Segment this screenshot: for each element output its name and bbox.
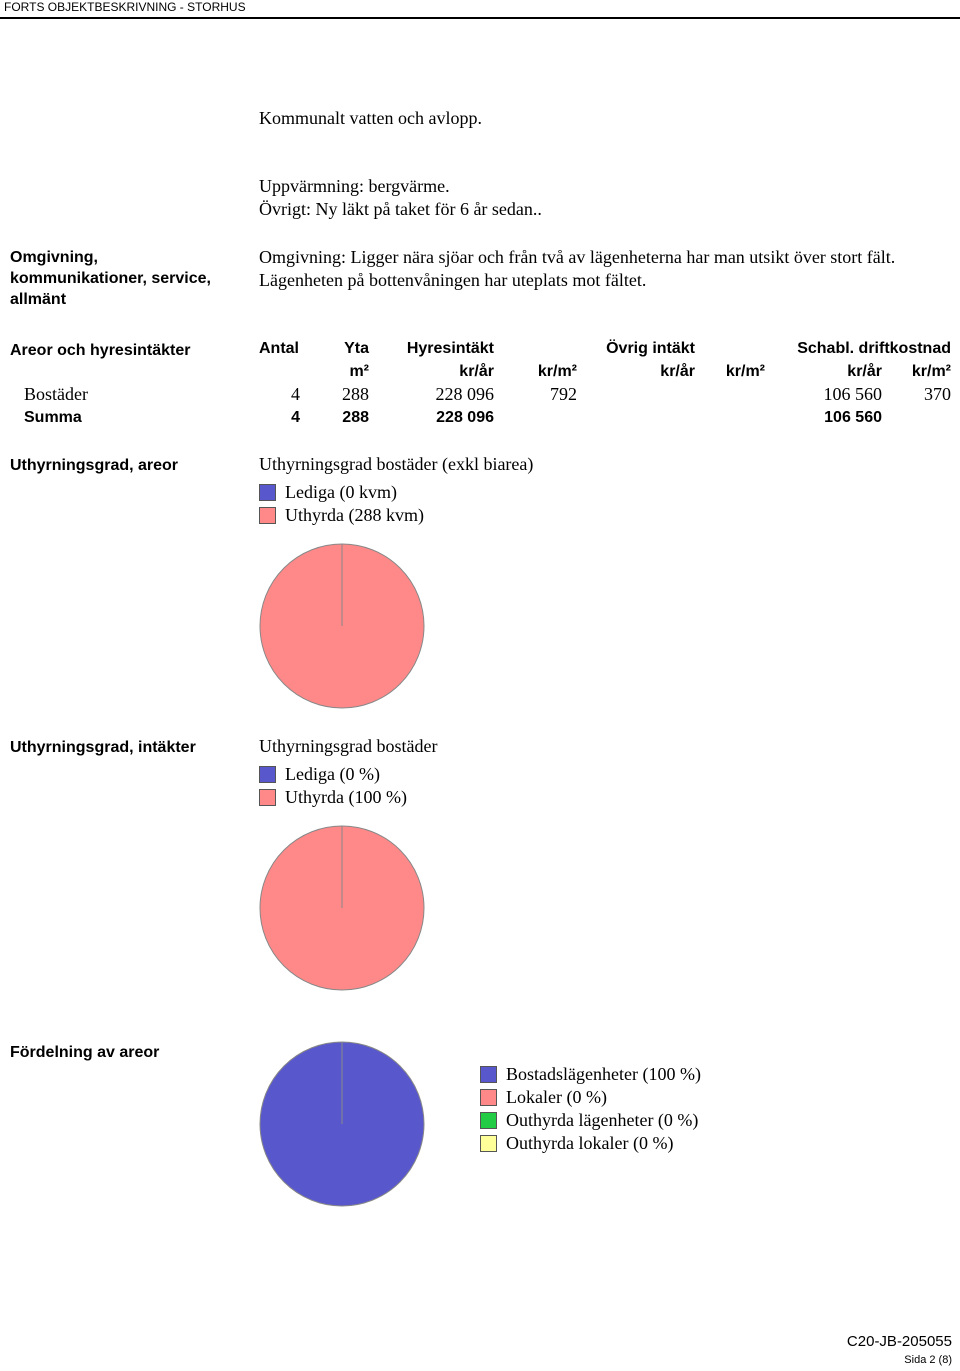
sum-yta: 288 bbox=[342, 409, 369, 426]
water-text: Kommunalt vatten och avlopp. bbox=[259, 108, 482, 128]
table-section-label: Areor och hyresintäkter bbox=[10, 342, 191, 359]
sum-sch-kr: 106 560 bbox=[824, 409, 882, 426]
document-header-title: FORTS OBJEKTBESKRIVNING - STORHUS bbox=[4, 0, 246, 14]
unit-ovr-m2: kr/m² bbox=[725, 363, 765, 380]
unit-sch-kr: kr/år bbox=[847, 363, 882, 380]
sum-hyr-kr: 228 096 bbox=[436, 409, 494, 426]
page-number: Sida 2 (8) bbox=[904, 1354, 952, 1366]
chart-section-label: Fördelning av areor bbox=[10, 1044, 160, 1061]
legend-label: Uthyrda (288 kvm) bbox=[285, 505, 424, 525]
chart-title: Uthyrningsgrad bostäder bbox=[259, 736, 438, 756]
sum-antal: 4 bbox=[291, 409, 300, 426]
row-sch-m2: 370 bbox=[924, 384, 951, 404]
chart-title: Uthyrningsgrad bostäder (exkl biarea) bbox=[259, 454, 534, 474]
legend-label: Lediga (0 kvm) bbox=[285, 482, 397, 502]
surround-label-line1: Omgivning, bbox=[10, 249, 98, 266]
surround-label-line2: kommunikationer, service, bbox=[10, 270, 211, 287]
unit-hyr-m2: kr/m² bbox=[537, 363, 577, 380]
sum-name: Summa bbox=[24, 409, 82, 426]
col-ovrig-intakt: Övrig intäkt bbox=[606, 340, 695, 357]
legend-label: Lokaler (0 %) bbox=[506, 1087, 607, 1107]
unit-yta: m² bbox=[349, 363, 369, 380]
surround-text-line2: Lägenheten på bottenvåningen har uteplats mot fältet. bbox=[259, 270, 647, 290]
row-sch-kr: 106 560 bbox=[823, 384, 882, 404]
col-schabl-driftkostnad: Schabl. driftkostnad bbox=[797, 340, 951, 357]
chart-section-label: Uthyrningsgrad, areor bbox=[10, 457, 179, 474]
chart-section-label: Uthyrningsgrad, intäkter bbox=[10, 739, 196, 756]
col-yta: Yta bbox=[344, 340, 369, 357]
unit-ovr-kr: kr/år bbox=[660, 363, 695, 380]
heating-text: Uppvärmning: bergvärme. bbox=[259, 176, 450, 196]
legend-label: Lediga (0 %) bbox=[285, 764, 380, 784]
col-hyresintakt: Hyresintäkt bbox=[406, 340, 494, 357]
other-text: Övrigt: Ny läkt på taket för 6 år sedan.. bbox=[259, 199, 542, 219]
row-hyr-kr: 228 096 bbox=[435, 384, 494, 404]
row-antal: 4 bbox=[291, 384, 300, 404]
legend-label: Outhyrda lokaler (0 %) bbox=[506, 1133, 674, 1153]
legend-label: Outhyrda lägenheter (0 %) bbox=[506, 1110, 699, 1130]
row-hyr-m2: 792 bbox=[550, 384, 577, 404]
unit-sch-m2: kr/m² bbox=[911, 363, 951, 380]
row-yta: 288 bbox=[342, 384, 369, 404]
document-id: C20-JB-205055 bbox=[846, 1333, 952, 1350]
legend-label: Bostadslägenheter (100 %) bbox=[506, 1064, 701, 1084]
unit-hyr-kr: kr/år bbox=[459, 363, 494, 380]
surround-label-line3: allmänt bbox=[10, 291, 67, 308]
legend-label: Uthyrda (100 %) bbox=[285, 787, 407, 807]
col-antal: Antal bbox=[259, 340, 299, 357]
row-name: Bostäder bbox=[24, 384, 88, 404]
surround-text-line1: Omgivning: Ligger nära sjöar och från två av lägenheterna har man utsikt över stort fält. bbox=[259, 247, 896, 267]
